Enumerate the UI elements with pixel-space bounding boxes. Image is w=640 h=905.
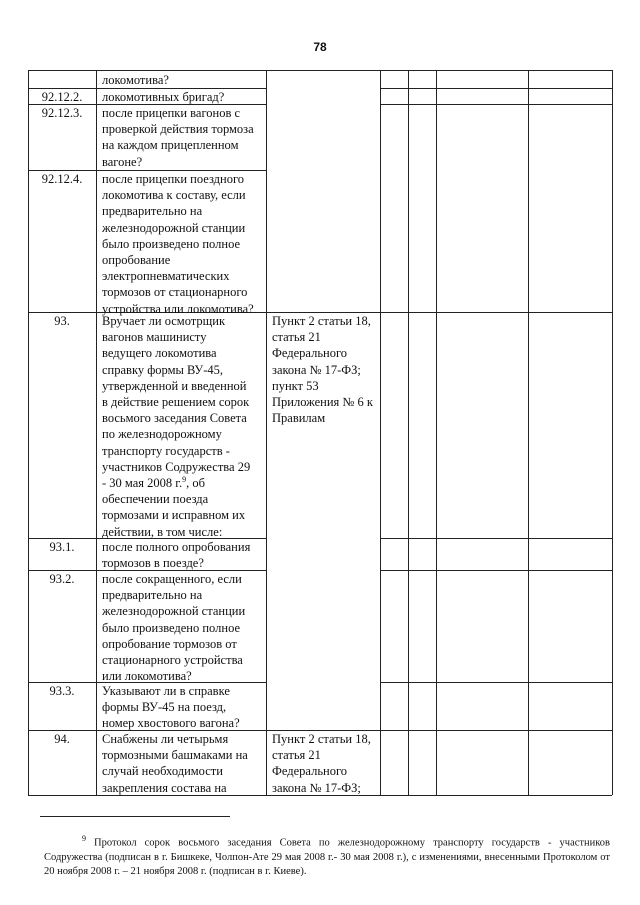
- legal-reference: Пункт 2 статьи 18, статья 21 Федерального закона № 17-ФЗ;: [272, 732, 371, 795]
- footnote-divider: [40, 816, 230, 817]
- row-question-text: после сокращенного, если предварительно на железнодорожной станции было произведено полное опробование тормозов от стационарного устройства или локомотива?: [102, 572, 246, 684]
- row-number: 92.12.4.: [41, 172, 83, 186]
- row-number: 93.2.: [49, 572, 75, 586]
- row-question-text: локомотивных бригад?: [102, 90, 225, 104]
- legal-reference: Пункт 2 статьи 18, статья 21 Федерального закона № 17-ФЗ; пункт 53 Приложения № 6 к Правилам: [272, 314, 373, 426]
- page-number: 78: [313, 40, 327, 54]
- row-number: 94.: [54, 732, 70, 746]
- footnote-text: Протокол сорок восьмого заседания Совета по железнодорожному транспорту государств - участников Содружества (подписан в г. Бишкеке, Чолпон-Ате 29 мая 2008 г.- 30 мая 2008 г.), с изменениями, внесенными Протоколом от 20 ноября 2008 г. – 21 ноября 2008 г. (подписан в г. Киеве).: [44, 837, 610, 877]
- question-text-part: , об обеспечении поезда тормозами и исправном их действии, в том числе:: [102, 476, 246, 539]
- row-question-text: после прицепки вагонов с проверкой действия тормоза на каждом прицепленном вагоне?: [102, 106, 254, 169]
- footnote-mark: 9: [82, 834, 86, 843]
- row-number: 92.12.2.: [41, 90, 83, 104]
- row-number: 93.: [54, 314, 70, 328]
- row-number: 92.12.3.: [41, 106, 83, 120]
- row-question-text: [102, 313, 268, 540]
- question-text-part: Вручает ли осмотрщик вагонов машинисту ведущего локомотива справку формы ВУ-45, утвержденной и введенной в действие решением сорок восьмого заседания Совета по железнодорожному транспорту государств - участников Содружества 29 - 30 мая 2008 г.: [102, 314, 251, 491]
- row-number: 93.1.: [49, 540, 75, 554]
- row-number: 93.3.: [49, 684, 75, 698]
- footnote: [44, 832, 610, 879]
- footnote-reference: 9: [182, 474, 187, 484]
- row-question-text: после прицепки поездного локомотива к составу, если предварительно на железнодорожной станции было произведено полное опробование электропневматических тормозов от стационарного устройства или локомотива?: [102, 172, 254, 316]
- row-question-text: локомотива?: [102, 73, 169, 87]
- row-question-text: после полного опробования тормозов в поезде?: [102, 540, 251, 571]
- row-question-text: Снабжены ли четырьмя тормозными башмаками на случай необходимости закрепления состава на: [102, 732, 248, 795]
- row-question-text: Указывают ли в справке формы ВУ-45 на поезд, номер хвостового вагона?: [102, 684, 240, 731]
